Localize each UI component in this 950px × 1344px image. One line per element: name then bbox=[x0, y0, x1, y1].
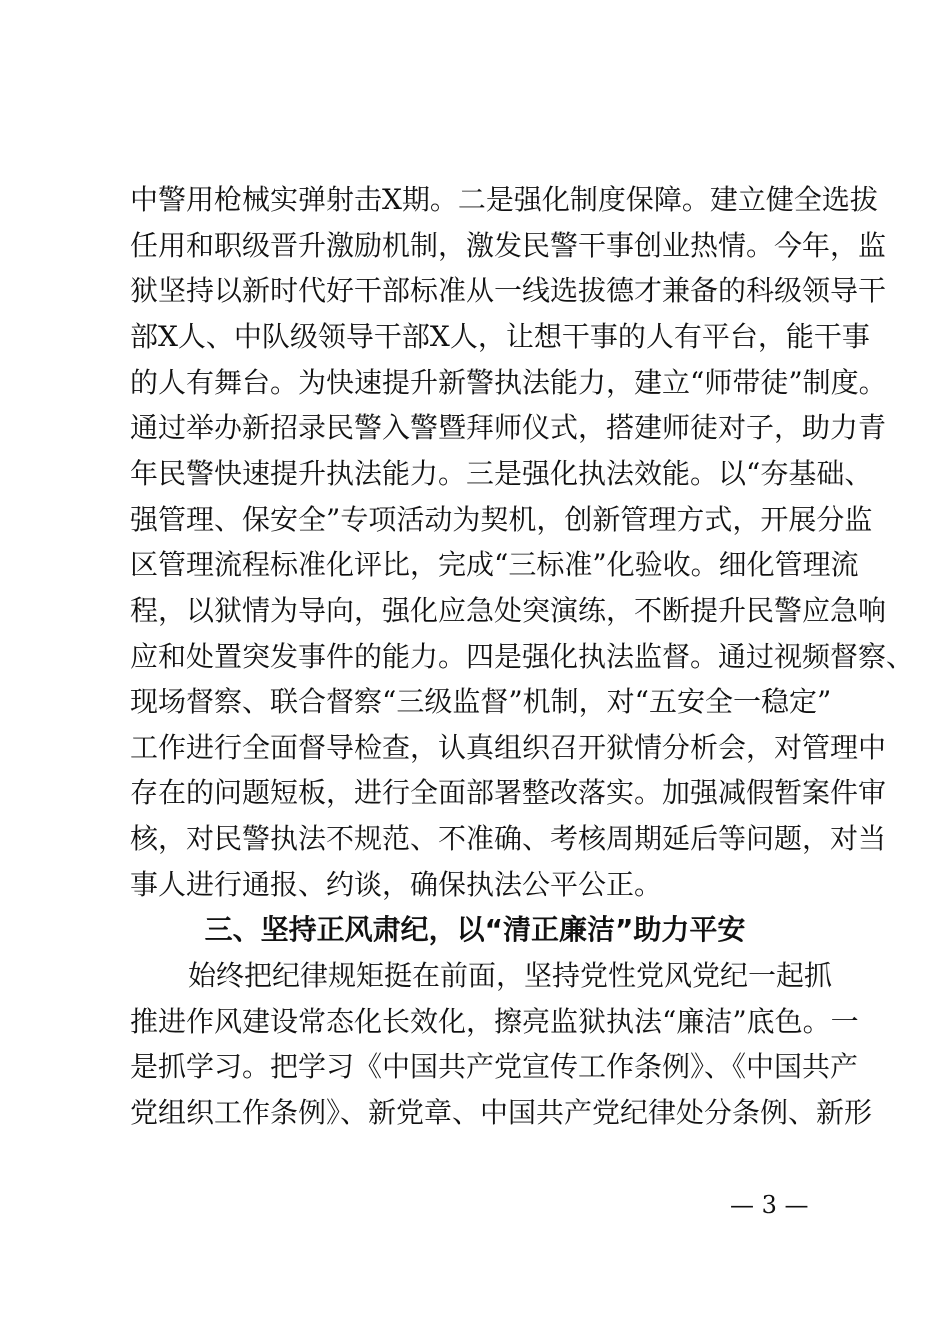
body-text-line: 部X人、中队级领导干部X人，让想干事的人有平台，能干事 bbox=[130, 320, 870, 353]
body-text-line: 党组织工作条例》、新党章、中国共产党纪律处分条例、新形 bbox=[130, 1096, 873, 1129]
body-text-line: 中警用枪械实弹射击X期。二是强化制度保障。建立健全选拔 bbox=[130, 183, 878, 216]
body-text-line: 的人有舞台。为快速提升新警执法能力，建立“师带徒”制度。 bbox=[130, 366, 887, 399]
body-text-line: 狱坚持以新时代好干部标准从一线选拔德才兼备的科级领导干 bbox=[130, 274, 887, 307]
body-text-line: 工作进行全面督导检查，认真组织召开狱情分析会，对管理中 bbox=[130, 731, 887, 764]
page-number: — 3 — bbox=[730, 1191, 809, 1219]
body-text-line: 应和处置突发事件的能力。四是强化执法监督。通过视频督察、 bbox=[130, 640, 915, 673]
body-text-line: 存在的问题短板，进行全面部署整改落实。加强减假暂案件审 bbox=[130, 776, 887, 809]
body-text-line: 是抓学习。把学习《中国共产党宣传工作条例》、《中国共产 bbox=[130, 1050, 859, 1083]
body-text-line: 推进作风建设常态化长效化，擦亮监狱执法“廉洁”底色。一 bbox=[130, 1005, 859, 1038]
body-text-line: 通过举办新招录民警入警暨拜师仪式，搭建师徒对子，助力青 bbox=[130, 411, 887, 444]
body-text-line: 事人进行通报、约谈，确保执法公平公正。 bbox=[130, 868, 663, 901]
body-text-line: 现场督察、联合督察“三级监督”机制，对“五安全一稳定” bbox=[130, 685, 832, 718]
section-heading: 三、坚持正风肃纪，以“清正廉洁”助力平安 bbox=[204, 913, 746, 946]
body-text-line: 强管理、保安全”专项活动为契机，创新管理方式，开展分监 bbox=[130, 503, 873, 536]
body-text-line: 区管理流程标准化评比，完成“三标准”化验收。细化管理流 bbox=[130, 548, 859, 581]
body-text-line: 核，对民警执法不规范、不准确、考核周期延后等问题，对当 bbox=[130, 822, 887, 855]
body-text-line: 年民警快速提升执法能力。三是强化执法效能。以“夯基础、 bbox=[130, 457, 873, 490]
body-text-line: 始终把纪律规矩挺在前面，坚持党性党风党纪一起抓 bbox=[188, 959, 833, 992]
body-text-line: 任用和职级晋升激励机制，激发民警干事创业热情。今年，监 bbox=[130, 229, 887, 262]
body-text-line: 程，以狱情为导向，强化应急处突演练，不断提升民警应急响 bbox=[130, 594, 887, 627]
